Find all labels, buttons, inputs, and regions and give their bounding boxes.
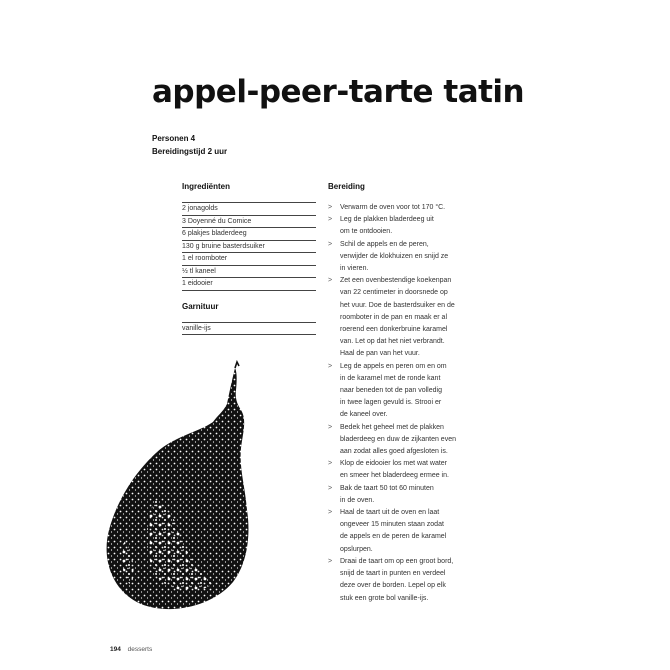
preparation-step-line: in twee lagen gevuld is. Strooi er [340, 399, 442, 407]
pear-illustration [95, 360, 255, 610]
ingredients-list [182, 202, 316, 291]
preparation-steps [328, 202, 478, 605]
preparation-step-line: naar beneden tot de pan volledig [340, 387, 442, 395]
ingredient-item: 2 jonagolds [182, 203, 316, 216]
preparation-step [328, 239, 478, 276]
preparation-step [328, 361, 478, 422]
preparation-step-line: > Draai de taart om op een groot bord, [340, 557, 454, 565]
section-name: desserts [127, 646, 153, 653]
preparation-step-line: stuk een grote bol vanille-ijs. [340, 594, 429, 602]
preparation-step-line: > Leg de plakken bladerdeeg uit [340, 216, 434, 224]
preparation-step-line: roerend een donkerbruine karamel [340, 326, 448, 334]
ingredient-item: 6 plakjes bladerdeeg [182, 228, 316, 241]
preparation-step [328, 483, 478, 507]
preparation-step-line: bladerdeeg en duw de zijkanten even [340, 435, 456, 443]
preparation-step-line: in de karamel met de ronde kant [340, 374, 441, 382]
preparation-step-line: > Klop de eidooier los met wat water [340, 460, 447, 468]
preparation-step-line: verwijder de klokhuizen en snijd ze [340, 252, 449, 260]
preparation-step-line: > Verwarm de oven voor tot 170 °C. [340, 204, 446, 211]
preparation-step [328, 214, 478, 238]
recipe-meta [152, 132, 227, 158]
preparation-column [328, 182, 478, 605]
preparation-step-line: het vuur. Doe de basterdsuiker en de [340, 301, 455, 309]
ingredients-heading: Ingrediënten [182, 182, 231, 191]
preparation-step-line: in vieren. [340, 265, 369, 273]
preparation-heading: Bereiding [328, 182, 365, 191]
ingredient-item: 1 el roomboter [182, 253, 316, 266]
ingredients-column [182, 182, 316, 335]
preparation-step-line: > Schil de appels en de peren, [340, 240, 429, 248]
ingredient-item: 130 g bruine basterdsuiker [182, 241, 316, 254]
servings-text: Personen 4 [152, 134, 196, 143]
preparation-step [328, 275, 478, 360]
preparation-step-line: van. Let op dat het niet verbrandt. [340, 338, 445, 346]
ingredient-item: ½ tl kaneel [182, 266, 316, 279]
page-number: 194 [110, 646, 121, 653]
preparation-step-line: deze over de borden. Lepel op elk [340, 582, 446, 590]
preparation-step-line: > Bedek het geheel met de plakken [340, 423, 444, 431]
preparation-time-text: Bereidingstijd 2 uur [152, 147, 228, 156]
preparation-step-line: snijd de taart in punten en verdeel [340, 570, 446, 578]
preparation-step-line: van 22 centimeter in doorsnede op [340, 289, 448, 297]
preparation-step-line: en smeer het bladerdeeg ermee in. [340, 472, 449, 480]
page-title: appel-peer-tarte tatin [152, 74, 525, 110]
garnish-heading: Garnituur [182, 301, 219, 311]
ingredient-item: 1 eidooier [182, 278, 316, 291]
preparation-step-line: aan zodat alles goed afgesloten is. [340, 448, 448, 456]
page-footer [110, 646, 152, 653]
preparation-step-line: roomboter in de pan en maak er al [340, 313, 448, 321]
preparation-step [328, 458, 478, 482]
preparation-step-line: ongeveer 15 minuten staan zodat [340, 521, 444, 529]
preparation-step-line: Haal de pan van het vuur. [340, 350, 420, 358]
ingredient-item: 3 Doyenné du Comice [182, 216, 316, 229]
preparation-step [328, 507, 478, 556]
preparation-step-line: om te ontdooien. [340, 228, 393, 236]
preparation-step-line: > Bak de taart 50 tot 60 minuten [340, 484, 434, 492]
preparation-step-line: > Zet een ovenbestendige koekenpan [340, 277, 452, 285]
preparation-step [328, 556, 478, 605]
preparation-step [328, 422, 478, 459]
preparation-step-line: opslurpen. [340, 545, 373, 553]
preparation-step-line: de kaneel over. [340, 411, 388, 419]
garnish-list [182, 322, 316, 336]
preparation-step-line: in de oven. [340, 496, 375, 504]
preparation-step [328, 202, 478, 214]
preparation-step-line: de appels en de peren de karamel [340, 533, 447, 541]
preparation-step-line: > Haal de taart uit de oven en laat [340, 509, 440, 517]
preparation-step-line: > Leg de appels en peren om en om [340, 362, 447, 370]
garnish-item: vanille-ijs [182, 323, 316, 336]
